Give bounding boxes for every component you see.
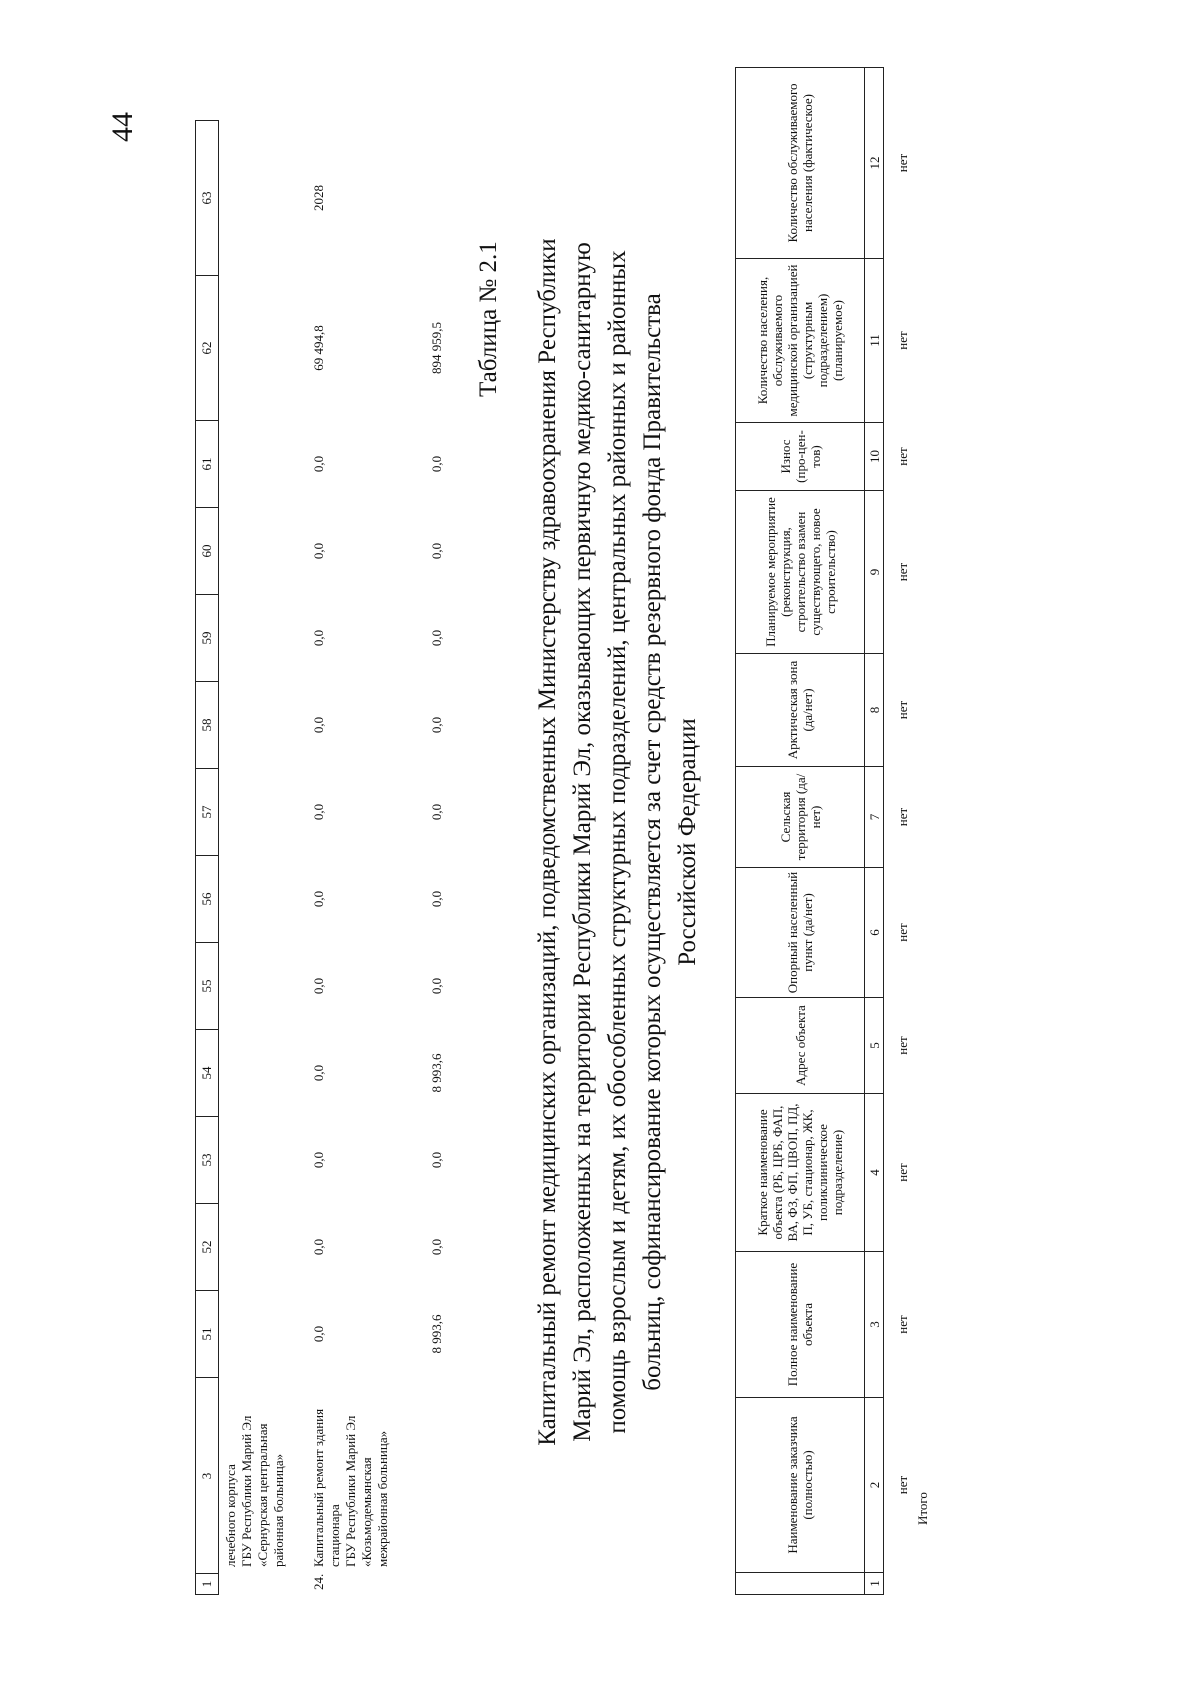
column-number-cell: 2 xyxy=(865,1398,884,1573)
title-line: больниц, софинансирование которых осуществляется за счет средств резервного фонда Правительства xyxy=(639,293,666,1391)
total-value-cell: 0,0 xyxy=(429,542,444,560)
header-cell: 60 xyxy=(196,507,218,594)
column-number-cell: 7 xyxy=(865,767,884,868)
value-cell: 0,0 xyxy=(311,716,326,734)
object-name-cell xyxy=(223,1377,287,1567)
table-row-total xyxy=(429,120,469,1595)
header-cell: 63 xyxy=(196,120,218,275)
column-number-cell: 12 xyxy=(865,68,884,259)
object-name-line: «Сернурская центральная xyxy=(255,1423,270,1567)
column-number-cell: 4 xyxy=(865,1094,884,1252)
table-row xyxy=(219,120,309,1595)
object-name-cell xyxy=(311,1377,391,1567)
object-name-line: межрайонная больница» xyxy=(375,1430,390,1567)
upper-table-header xyxy=(195,120,219,1595)
header-cell: 51 xyxy=(196,1290,218,1377)
header-cell: 1 xyxy=(196,1573,218,1595)
header-cell: 53 xyxy=(196,1116,218,1203)
total-value-cell: 8 993,6 xyxy=(429,1053,444,1093)
value-cell: 0,0 xyxy=(311,1151,326,1169)
column-number-cell: 1 xyxy=(865,1573,884,1595)
header-cell: Полное наименование объекта xyxy=(736,1252,865,1398)
lower-table xyxy=(735,67,920,1595)
total-value-cell: 0,0 xyxy=(429,716,444,734)
header-cell: 54 xyxy=(196,1029,218,1116)
object-name-line: ГБУ Республики Марий Эл xyxy=(343,1415,358,1567)
value-cell: 69 494,8 xyxy=(311,325,326,371)
value-cell: 0,0 xyxy=(311,890,326,908)
title-line: Марий Эл, расположенных на территории Республики Марий Эл, оказывающих первичную медико-санитарную xyxy=(569,242,596,1442)
title-line: Российской Федерации xyxy=(674,718,701,966)
header-cell: Планируемое мероприятие (реконструкция, строительство взамен существующего, новое строительство) xyxy=(736,491,865,654)
total-value-cell: 0,0 xyxy=(429,977,444,995)
page-number: 44 xyxy=(106,112,139,142)
table-title xyxy=(530,107,705,1577)
value-cell: 0,0 xyxy=(311,542,326,560)
data-cell: нет xyxy=(894,923,910,942)
total-value-cell: 0,0 xyxy=(429,1238,444,1256)
object-name-line: лечебного корпуса xyxy=(223,1464,238,1567)
upper-table xyxy=(195,120,469,1595)
column-number-cell: 10 xyxy=(865,423,884,491)
header-cell: Краткое наименование объекта (РБ, ЦРБ, ФАП, ВА, ФЗ, ФП, ЦВОП, ПД, П, УБ, стационар, ЖК, поликлиническое подразделение) xyxy=(736,1094,865,1252)
data-cell: нет xyxy=(894,1163,910,1182)
column-number-cell: 6 xyxy=(865,868,884,998)
total-value-cell: 894 959,5 xyxy=(429,322,444,374)
title-line: помощь взрослым и детям, их обособленных структурных подразделений, центральных районных и районных xyxy=(604,250,631,1434)
total-value-cell: 0,0 xyxy=(429,890,444,908)
header-cell: 3 xyxy=(196,1377,218,1574)
value-cell: 0,0 xyxy=(311,1325,326,1343)
header-cell: 62 xyxy=(196,275,218,420)
row-number: 24. xyxy=(311,1573,326,1590)
lower-table-data-row xyxy=(884,68,921,1595)
total-label: Итого xyxy=(915,1492,930,1525)
column-number-cell: 3 xyxy=(865,1252,884,1398)
value-cell: 0,0 xyxy=(311,977,326,995)
header-cell: 55 xyxy=(196,942,218,1029)
value-cell: 0,0 xyxy=(311,1238,326,1256)
header-cell: Количество обслуживаемого населения (фактическое) xyxy=(736,68,865,259)
data-cell: нет xyxy=(894,331,910,350)
column-number-cell: 9 xyxy=(865,491,884,654)
total-value-cell: 8 993,6 xyxy=(429,1314,444,1354)
total-value-cell: 0,0 xyxy=(429,803,444,821)
object-name-line: Капитальный ремонт здания xyxy=(311,1408,326,1567)
object-name-line: стационара xyxy=(327,1504,342,1567)
object-name-line: ГБУ Республики Марий Эл xyxy=(239,1415,254,1567)
total-value-cell: 0,0 xyxy=(429,455,444,473)
header-cell: 56 xyxy=(196,855,218,942)
header-cell: Количество населения, обслуживаемого медицинской организацией (структурным подразделением) (планируемое) xyxy=(736,259,865,423)
header-cell: 57 xyxy=(196,768,218,855)
total-value-cell: 0,0 xyxy=(429,629,444,647)
object-name-line: районная больница» xyxy=(271,1453,286,1567)
header-cell xyxy=(736,1573,865,1595)
data-cell: нет xyxy=(894,562,910,582)
header-cell: 61 xyxy=(196,420,218,507)
data-cell: нет xyxy=(894,700,910,720)
header-cell: 59 xyxy=(196,594,218,681)
value-cell: 2028 xyxy=(311,185,326,211)
data-cell: нет xyxy=(894,1036,910,1055)
lower-table-header-row xyxy=(736,68,865,1595)
data-cell: нет xyxy=(894,1315,910,1334)
header-cell: Арктическая зона (да/нет) xyxy=(736,654,865,767)
column-number-cell: 8 xyxy=(865,654,884,767)
data-cell: нет xyxy=(894,447,910,466)
value-cell: 0,0 xyxy=(311,803,326,821)
column-number-cell: 11 xyxy=(865,259,884,423)
table-row xyxy=(309,120,429,1595)
data-cell: нет xyxy=(894,153,910,173)
data-cell xyxy=(884,1573,921,1595)
header-cell: Сельская территория (да/нет) xyxy=(736,767,865,868)
data-cell: нет xyxy=(894,807,910,827)
header-cell: Износ (про-цен-тов) xyxy=(736,423,865,491)
header-cell: 52 xyxy=(196,1203,218,1290)
value-cell: 0,0 xyxy=(311,455,326,473)
value-cell: 0,0 xyxy=(311,629,326,647)
lower-table-number-row xyxy=(865,68,884,1595)
object-name-line: «Козьмодемьянская xyxy=(359,1457,374,1567)
header-cell: 58 xyxy=(196,681,218,768)
table-number: Таблица № 2.1 xyxy=(475,241,502,397)
header-cell: Опорный населенный пункт (да/нет) xyxy=(736,868,865,998)
title-line: Капитальный ремонт медицинских организаций, подведомственных Министерству здравоохранения Республики xyxy=(534,238,561,1446)
header-cell: Адрес объекта xyxy=(736,998,865,1094)
total-value-cell: 0,0 xyxy=(429,1151,444,1169)
data-cell: нет xyxy=(894,1475,910,1495)
header-cell: Наименование заказчика (полностью) xyxy=(736,1398,865,1573)
column-number-cell: 5 xyxy=(865,998,884,1094)
value-cell: 0,0 xyxy=(311,1064,326,1082)
